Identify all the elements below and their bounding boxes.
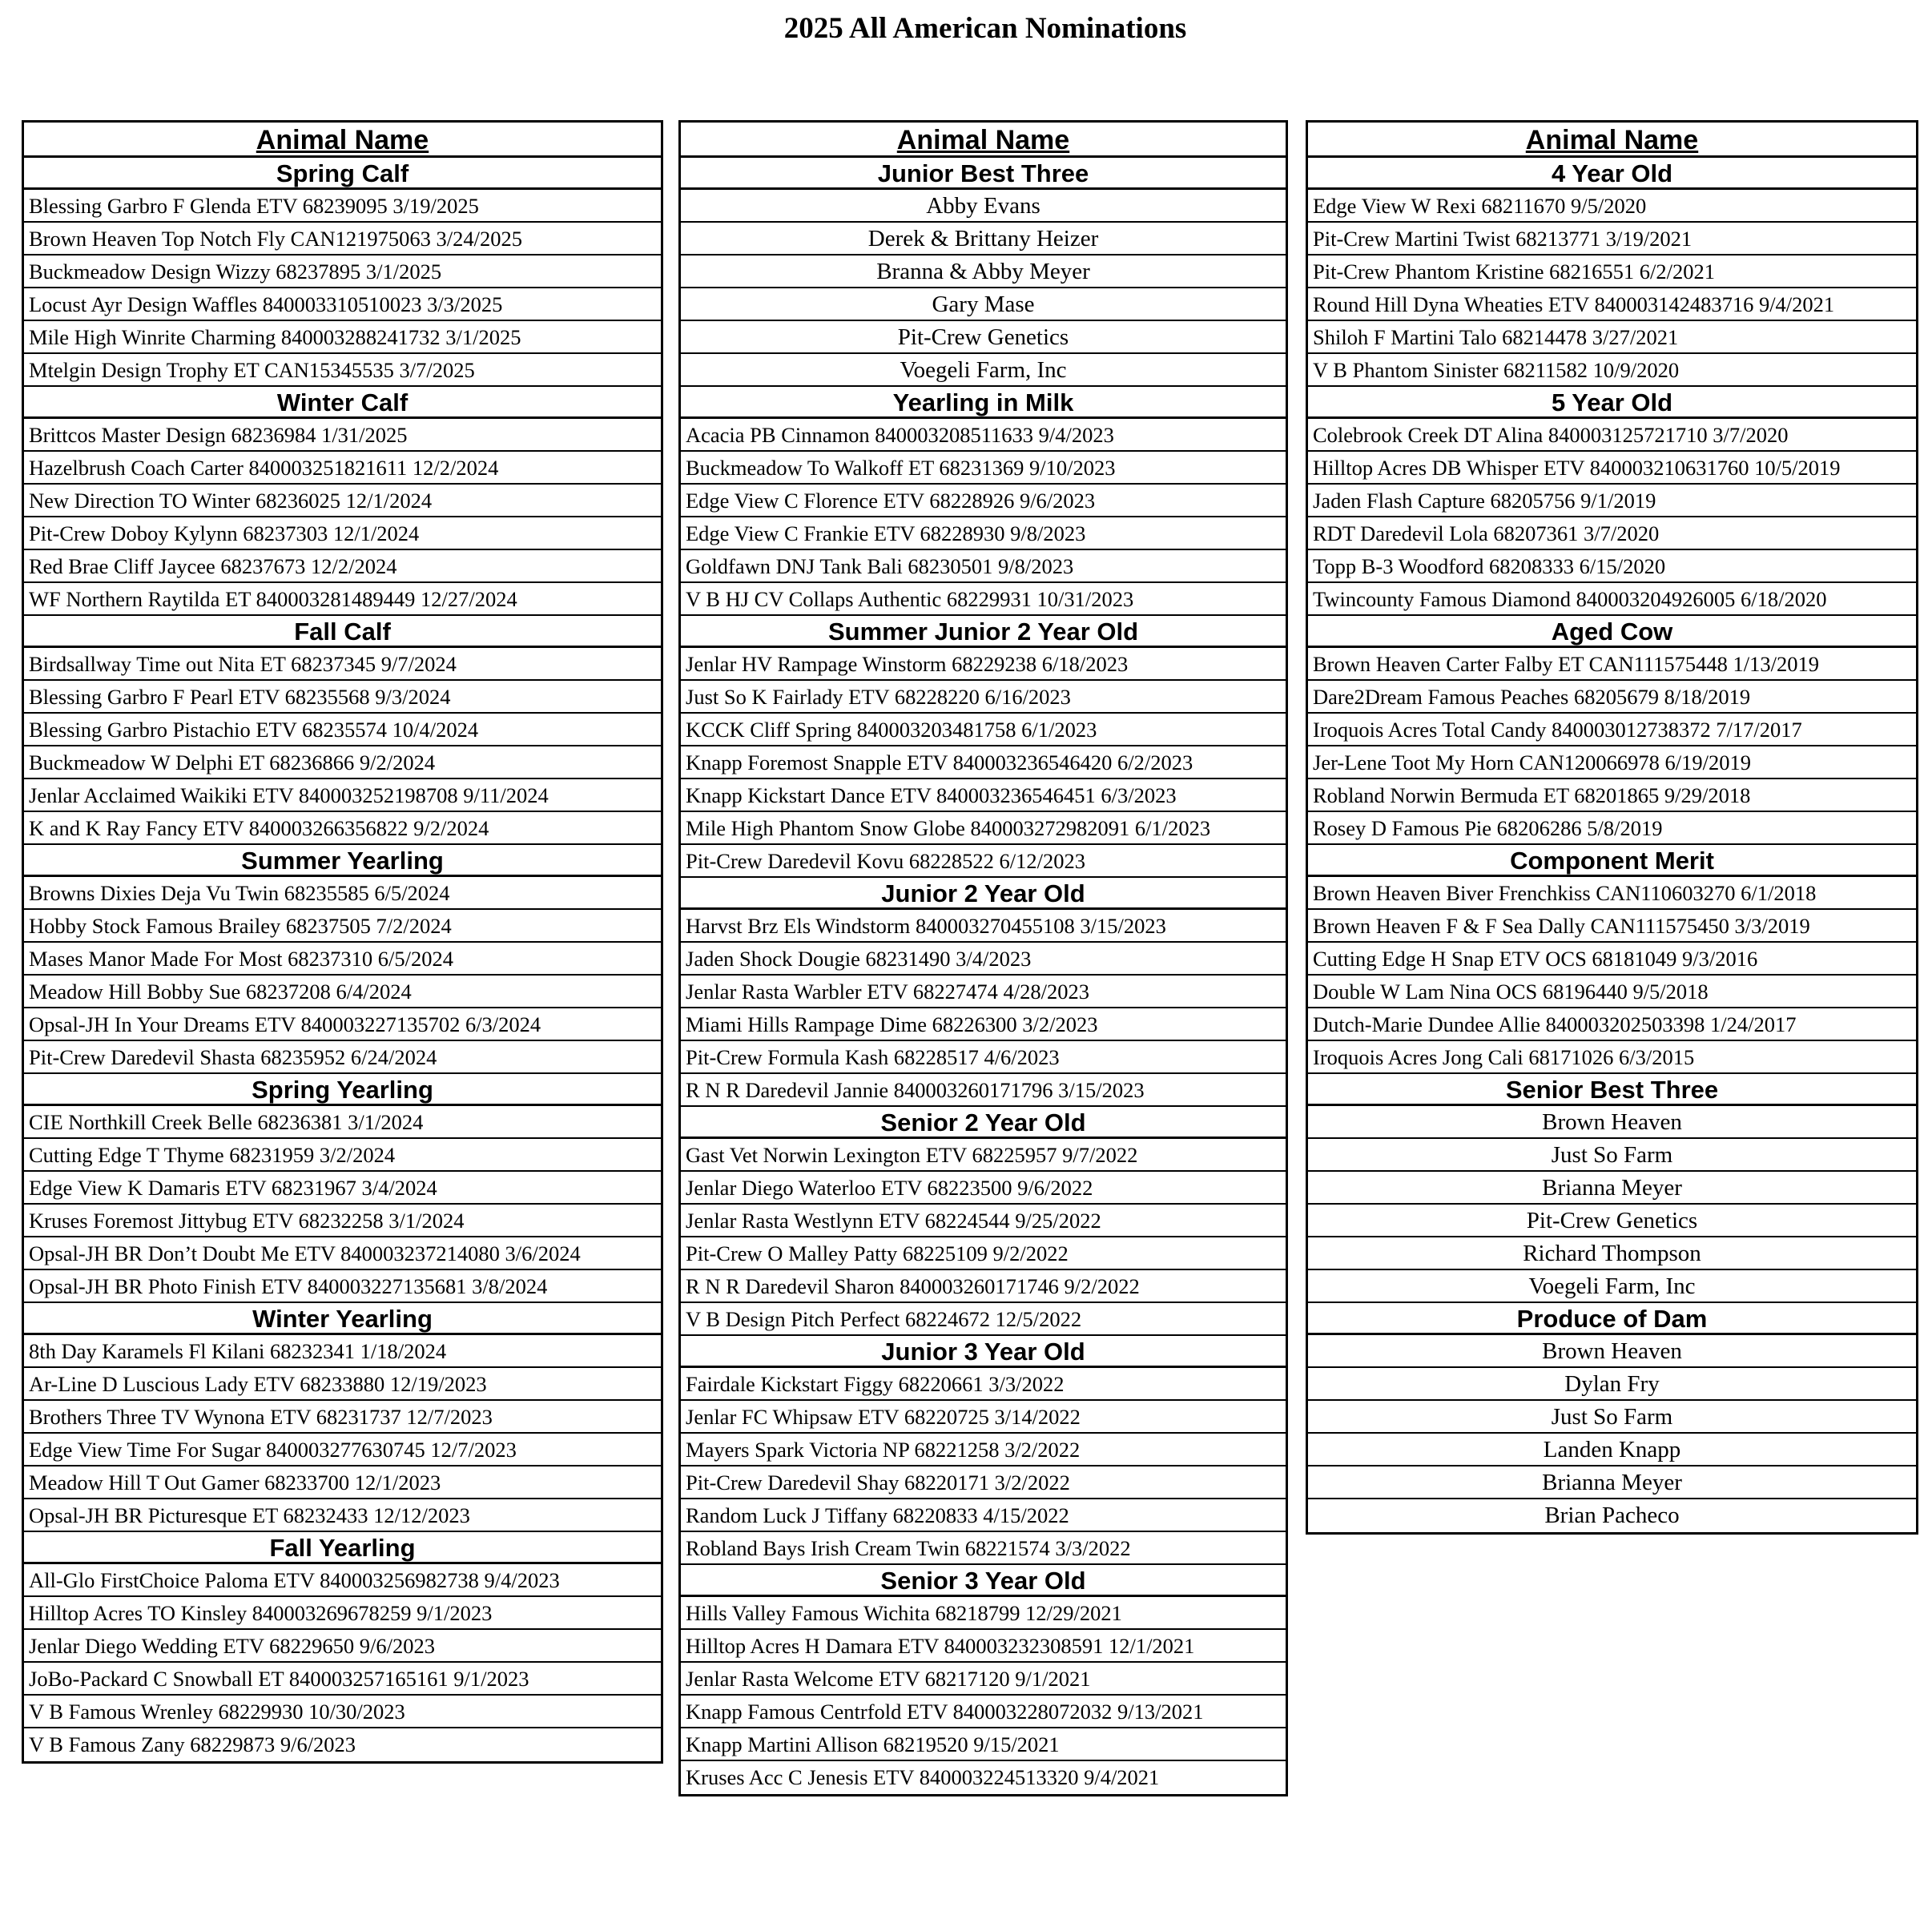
animal-entry: Cutting Edge H Snap ETV OCS 68181049 9/3/2016 [1306, 943, 1918, 976]
animal-entry: Pit-Crew Daredevil Shay 68220171 3/2/2022 [678, 1466, 1288, 1499]
animal-entry: Edge View W Rexi 68211670 9/5/2020 [1306, 190, 1918, 223]
exhibitor-entry: Gary Mase [678, 288, 1288, 321]
animal-entry: Locust Ayr Design Waffles 840003310510023 3/3/2025 [22, 288, 663, 321]
category-section [24, 1532, 661, 1761]
animal-entry: V B Famous Zany 68229873 9/6/2023 [22, 1728, 663, 1761]
animal-entry: Jenlar HV Rampage Winstorm 68229238 6/18/2023 [678, 648, 1288, 681]
exhibitor-entry: Voegeli Farm, Inc [1306, 1270, 1918, 1303]
animal-entry: V B Phantom Sinister 68211582 10/9/2020 [1306, 354, 1918, 387]
animal-entry: Pit-Crew Daredevil Shasta 68235952 6/24/2024 [22, 1041, 663, 1074]
animal-entry: Double W Lam Nina OCS 68196440 9/5/2018 [1306, 976, 1918, 1008]
animal-entry: Blessing Garbro Pistachio ETV 68235574 10/4/2024 [22, 714, 663, 746]
animal-entry: Rosey D Famous Pie 68206286 5/8/2019 [1306, 812, 1918, 845]
animal-entry: Brown Heaven Carter Falby ET CAN111575448 1/13/2019 [1306, 648, 1918, 681]
animal-entry: Colebrook Creek DT Alina 840003125721710 3/7/2020 [1306, 419, 1918, 452]
nominations-column-3 [1306, 120, 1918, 1535]
category-section [24, 1074, 661, 1303]
animal-entry: Edge View C Florence ETV 68228926 9/6/2023 [678, 485, 1288, 517]
animal-entry: Opsal-JH BR Picturesque ET 68232433 12/12/2023 [22, 1499, 663, 1532]
animal-entry: Opsal-JH BR Photo Finish ETV 840003227135681 3/8/2024 [22, 1270, 663, 1303]
animal-entry: Mile High Winrite Charming 840003288241732 3/1/2025 [22, 321, 663, 354]
animal-entry: Opsal-JH In Your Dreams ETV 840003227135702 6/3/2024 [22, 1008, 663, 1041]
animal-entry: Random Luck J Tiffany 68220833 4/15/2022 [678, 1499, 1288, 1532]
category-section [24, 1303, 661, 1532]
animal-entry: Buckmeadow Design Wizzy 68237895 3/1/2025 [22, 255, 663, 288]
nominations-column-2 [678, 120, 1288, 1796]
animal-entry: Hilltop Acres H Damara ETV 840003232308591 12/1/2021 [678, 1630, 1288, 1663]
category-title: Junior 2 Year Old [681, 878, 1286, 910]
category-section [1308, 616, 1916, 845]
animal-entry: Round Hill Dyna Wheaties ETV 840003142483716 9/4/2021 [1306, 288, 1918, 321]
category-title: 5 Year Old [1308, 387, 1916, 419]
animal-entry: Robland Norwin Bermuda ET 68201865 9/29/2018 [1306, 779, 1918, 812]
category-title: Junior Best Three [681, 158, 1286, 190]
category-title: Spring Yearling [24, 1074, 661, 1106]
animal-entry: R N R Daredevil Sharon 840003260171746 9/2/2022 [678, 1270, 1288, 1303]
exhibitor-entry: Just So Farm [1306, 1139, 1918, 1172]
exhibitor-entry: Derek & Brittany Heizer [678, 223, 1288, 255]
animal-entry: 8th Day Karamels Fl Kilani 68232341 1/18/2024 [22, 1335, 663, 1368]
animal-entry: Mayers Spark Victoria NP 68221258 3/2/2022 [678, 1434, 1288, 1466]
category-section [681, 878, 1286, 1107]
category-section [1308, 845, 1916, 1074]
category-section [681, 1565, 1286, 1794]
animal-entry: Harvst Brz Els Windstorm 840003270455108 3/15/2023 [678, 910, 1288, 943]
category-title: Senior Best Three [1308, 1074, 1916, 1106]
category-section [24, 158, 661, 387]
animal-entry: Robland Bays Irish Cream Twin 68221574 3/3/2022 [678, 1532, 1288, 1565]
animal-entry: CIE Northkill Creek Belle 68236381 3/1/2024 [22, 1106, 663, 1139]
category-title: 4 Year Old [1308, 158, 1916, 190]
exhibitor-entry: Brian Pacheco [1306, 1499, 1918, 1532]
animal-entry: Jenlar Diego Waterloo ETV 68223500 9/6/2022 [678, 1172, 1288, 1205]
column-header: Animal Name [1308, 123, 1916, 158]
category-section [681, 1107, 1286, 1336]
animal-entry: Twincounty Famous Diamond 840003204926005 6/18/2020 [1306, 583, 1918, 616]
animal-entry: Iroquois Acres Jong Cali 68171026 6/3/2015 [1306, 1041, 1918, 1074]
exhibitor-entry: Richard Thompson [1306, 1237, 1918, 1270]
animal-entry: KCCK Cliff Spring 840003203481758 6/1/2023 [678, 714, 1288, 746]
animal-entry: New Direction TO Winter 68236025 12/1/2024 [22, 485, 663, 517]
animal-entry: Red Brae Cliff Jaycee 68237673 12/2/2024 [22, 550, 663, 583]
animal-entry: Pit-Crew Formula Kash 68228517 4/6/2023 [678, 1041, 1288, 1074]
category-section [1308, 1074, 1916, 1303]
animal-entry: Brittcos Master Design 68236984 1/31/2025 [22, 419, 663, 452]
animal-entry: Iroquois Acres Total Candy 840003012738372 7/17/2017 [1306, 714, 1918, 746]
animal-entry: Brothers Three TV Wynona ETV 68231737 12/7/2023 [22, 1401, 663, 1434]
animal-entry: Jenlar Rasta Westlynn ETV 68224544 9/25/2022 [678, 1205, 1288, 1237]
animal-entry: Knapp Foremost Snapple ETV 840003236546420 6/2/2023 [678, 746, 1288, 779]
category-title: Spring Calf [24, 158, 661, 190]
animal-entry: Jenlar Rasta Warbler ETV 68227474 4/28/2023 [678, 976, 1288, 1008]
animal-entry: Jenlar FC Whipsaw ETV 68220725 3/14/2022 [678, 1401, 1288, 1434]
exhibitor-entry: Abby Evans [678, 190, 1288, 223]
animal-entry: V B HJ CV Collaps Authentic 68229931 10/31/2023 [678, 583, 1288, 616]
category-section [681, 387, 1286, 616]
column-header: Animal Name [24, 123, 661, 158]
page-title: 2025 All American Nominations [783, 12, 1187, 45]
category-section [681, 1336, 1286, 1565]
category-title: Winter Yearling [24, 1303, 661, 1335]
category-title: Fall Yearling [24, 1532, 661, 1564]
exhibitor-entry: Brown Heaven [1306, 1335, 1918, 1368]
animal-entry: Blessing Garbro F Glenda ETV 68239095 3/19/2025 [22, 190, 663, 223]
animal-entry: Dutch-Marie Dundee Allie 840003202503398 1/24/2017 [1306, 1008, 1918, 1041]
category-title: Fall Calf [24, 616, 661, 648]
exhibitor-entry: Landen Knapp [1306, 1434, 1918, 1466]
category-title: Summer Junior 2 Year Old [681, 616, 1286, 648]
animal-entry: Jenlar Acclaimed Waikiki ETV 840003252198708 9/11/2024 [22, 779, 663, 812]
animal-entry: Dare2Dream Famous Peaches 68205679 8/18/2019 [1306, 681, 1918, 714]
animal-entry: Browns Dixies Deja Vu Twin 68235585 6/5/2024 [22, 877, 663, 910]
animal-entry: Pit-Crew Martini Twist 68213771 3/19/2021 [1306, 223, 1918, 255]
animal-entry: Cutting Edge T Thyme 68231959 3/2/2024 [22, 1139, 663, 1172]
animal-entry: K and K Ray Fancy ETV 840003266356822 9/2/2024 [22, 812, 663, 845]
animal-entry: Hilltop Acres TO Kinsley 840003269678259 9/1/2023 [22, 1597, 663, 1630]
category-title: Senior 3 Year Old [681, 1565, 1286, 1597]
animal-entry: Acacia PB Cinnamon 840003208511633 9/4/2023 [678, 419, 1288, 452]
animal-entry: Shiloh F Martini Talo 68214478 3/27/2021 [1306, 321, 1918, 354]
animal-entry: Jaden Flash Capture 68205756 9/1/2019 [1306, 485, 1918, 517]
animal-entry: R N R Daredevil Jannie 840003260171796 3/15/2023 [678, 1074, 1288, 1107]
animal-entry: Pit-Crew Phantom Kristine 68216551 6/2/2021 [1306, 255, 1918, 288]
animal-entry: Mases Manor Made For Most 68237310 6/5/2024 [22, 943, 663, 976]
animal-entry: Hilltop Acres DB Whisper ETV 840003210631760 10/5/2019 [1306, 452, 1918, 485]
animal-entry: Meadow Hill T Out Gamer 68233700 12/1/2023 [22, 1466, 663, 1499]
animal-entry: Kruses Acc C Jenesis ETV 840003224513320 9/4/2021 [678, 1761, 1288, 1794]
animal-entry: V B Famous Wrenley 68229930 10/30/2023 [22, 1696, 663, 1728]
category-title: Component Merit [1308, 845, 1916, 877]
animal-entry: Knapp Kickstart Dance ETV 840003236546451 6/3/2023 [678, 779, 1288, 812]
animal-entry: Jenlar Rasta Welcome ETV 68217120 9/1/2021 [678, 1663, 1288, 1696]
animal-entry: Fairdale Kickstart Figgy 68220661 3/3/2022 [678, 1368, 1288, 1401]
category-title: Produce of Dam [1308, 1303, 1916, 1335]
animal-entry: Buckmeadow To Walkoff ET 68231369 9/10/2023 [678, 452, 1288, 485]
category-section [24, 616, 661, 845]
animal-entry: Brown Heaven Biver Frenchkiss CAN110603270 6/1/2018 [1306, 877, 1918, 910]
animal-entry: Birdsallway Time out Nita ET 68237345 9/7/2024 [22, 648, 663, 681]
animal-entry: Mile High Phantom Snow Globe 840003272982091 6/1/2023 [678, 812, 1288, 845]
animal-entry: Goldfawn DNJ Tank Bali 68230501 9/8/2023 [678, 550, 1288, 583]
animal-entry: Pit-Crew O Malley Patty 68225109 9/2/2022 [678, 1237, 1288, 1270]
category-section [681, 616, 1286, 878]
animal-entry: Knapp Martini Allison 68219520 9/15/2021 [678, 1728, 1288, 1761]
category-title: Yearling in Milk [681, 387, 1286, 419]
animal-entry: Edge View K Damaris ETV 68231967 3/4/2024 [22, 1172, 663, 1205]
animal-entry: Blessing Garbro F Pearl ETV 68235568 9/3/2024 [22, 681, 663, 714]
animal-entry: Jer-Lene Toot My Horn CAN120066978 6/19/2019 [1306, 746, 1918, 779]
exhibitor-entry: Branna & Abby Meyer [678, 255, 1288, 288]
category-section [1308, 387, 1916, 616]
exhibitor-entry: Voegeli Farm, Inc [678, 354, 1288, 387]
animal-entry: Brown Heaven Top Notch Fly CAN121975063 3/24/2025 [22, 223, 663, 255]
column-header: Animal Name [681, 123, 1286, 158]
animal-entry: Hobby Stock Famous Brailey 68237505 7/2/2024 [22, 910, 663, 943]
animal-entry: Brown Heaven F & F Sea Dally CAN111575450 3/3/2019 [1306, 910, 1918, 943]
animal-entry: Just So K Fairlady ETV 68228220 6/16/2023 [678, 681, 1288, 714]
animal-entry: RDT Daredevil Lola 68207361 3/7/2020 [1306, 517, 1918, 550]
exhibitor-entry: Brown Heaven [1306, 1106, 1918, 1139]
category-section [24, 387, 661, 616]
animal-entry: Mtelgin Design Trophy ET CAN15345535 3/7/2025 [22, 354, 663, 387]
exhibitor-entry: Pit-Crew Genetics [1306, 1205, 1918, 1237]
exhibitor-entry: Just So Farm [1306, 1401, 1918, 1434]
category-title: Junior 3 Year Old [681, 1336, 1286, 1368]
category-section [681, 158, 1286, 387]
category-title: Summer Yearling [24, 845, 661, 877]
exhibitor-entry: Brianna Meyer [1306, 1172, 1918, 1205]
animal-entry: All-Glo FirstChoice Paloma ETV 840003256982738 9/4/2023 [22, 1564, 663, 1597]
animal-entry: Kruses Foremost Jittybug ETV 68232258 3/1/2024 [22, 1205, 663, 1237]
category-section [1308, 1303, 1916, 1532]
animal-entry: Edge View Time For Sugar 840003277630745 12/7/2023 [22, 1434, 663, 1466]
animal-entry: Edge View C Frankie ETV 68228930 9/8/2023 [678, 517, 1288, 550]
exhibitor-entry: Dylan Fry [1306, 1368, 1918, 1401]
category-title: Winter Calf [24, 387, 661, 419]
animal-entry: Hills Valley Famous Wichita 68218799 12/29/2021 [678, 1597, 1288, 1630]
animal-entry: V B Design Pitch Perfect 68224672 12/5/2022 [678, 1303, 1288, 1336]
category-title: Senior 2 Year Old [681, 1107, 1286, 1139]
animal-entry: WF Northern Raytilda ET 840003281489449 12/27/2024 [22, 583, 663, 616]
animal-entry: Gast Vet Norwin Lexington ETV 68225957 9/7/2022 [678, 1139, 1288, 1172]
category-section [24, 845, 661, 1074]
animal-entry: Pit-Crew Doboy Kylynn 68237303 12/1/2024 [22, 517, 663, 550]
animal-entry: Hazelbrush Coach Carter 840003251821611 12/2/2024 [22, 452, 663, 485]
animal-entry: Topp B-3 Woodford 68208333 6/15/2020 [1306, 550, 1918, 583]
animal-entry: JoBo-Packard C Snowball ET 840003257165161 9/1/2023 [22, 1663, 663, 1696]
animal-entry: Miami Hills Rampage Dime 68226300 3/2/2023 [678, 1008, 1288, 1041]
animal-entry: Jaden Shock Dougie 68231490 3/4/2023 [678, 943, 1288, 976]
exhibitor-entry: Brianna Meyer [1306, 1466, 1918, 1499]
exhibitor-entry: Pit-Crew Genetics [678, 321, 1288, 354]
animal-entry: Knapp Famous Centrfold ETV 840003228072032 9/13/2021 [678, 1696, 1288, 1728]
animal-entry: Opsal-JH BR Don’t Doubt Me ETV 840003237214080 3/6/2024 [22, 1237, 663, 1270]
animal-entry: Pit-Crew Daredevil Kovu 68228522 6/12/2023 [678, 845, 1288, 878]
animal-entry: Jenlar Diego Wedding ETV 68229650 9/6/2023 [22, 1630, 663, 1663]
nominations-column-1 [22, 120, 663, 1764]
animal-entry: Ar-Line D Luscious Lady ETV 68233880 12/19/2023 [22, 1368, 663, 1401]
animal-entry: Meadow Hill Bobby Sue 68237208 6/4/2024 [22, 976, 663, 1008]
category-title: Aged Cow [1308, 616, 1916, 648]
animal-entry: Buckmeadow W Delphi ET 68236866 9/2/2024 [22, 746, 663, 779]
category-section [1308, 158, 1916, 387]
